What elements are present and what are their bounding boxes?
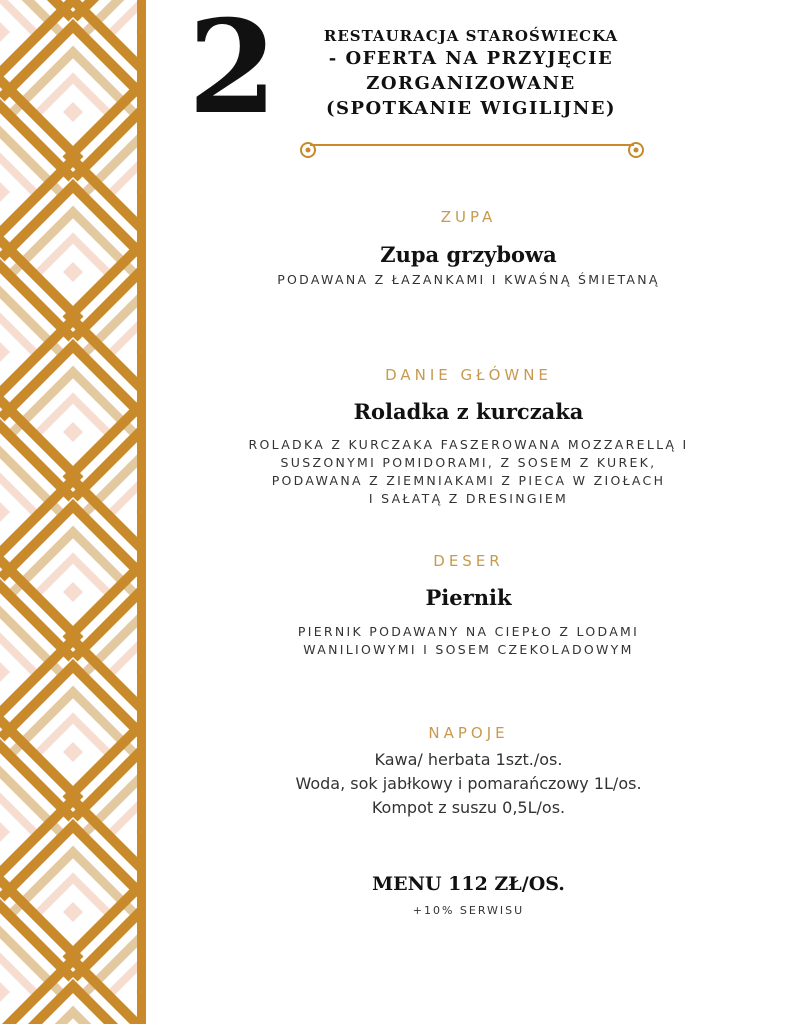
menu-price: MENU 112 ZŁ/OS. [372,873,565,895]
drink-item: Kawa/ herbata 1szt./os. [374,750,563,769]
page-title [316,26,626,121]
menu-number: 2 [188,0,274,143]
dish-description-dessert [206,623,731,659]
desc-line: ROLADKA Z KURCZAKA FASZEROWANA MOZZARELLĄ I [248,437,689,452]
title-line-1: RESTAURACJA STAROŚWIECKA [323,27,619,45]
title-line-4: (SPOTKANIE WIGILIJNE) [325,98,617,119]
section-label-main: DANIE GŁÓWNE [385,366,552,384]
desc-line: PIERNIK PODAWANY NA CIEPŁO Z LODAMI [297,624,640,639]
desc-line: WANILIOWYMI I SOSEM CZEKOLADOWYM [303,642,634,657]
desc-line: SUSZONYMI POMIDORAMI, Z SOSEM Z KUREK, [280,455,657,470]
desc-line: PODAWANA Z ŁAZANKAMI I KWAŚNĄ ŚMIETANĄ [277,272,660,287]
scroll-ornament-icon [296,136,648,162]
section-label-dessert: DESER [433,552,504,570]
chevron-pattern-icon [0,0,146,1024]
section-label-drinks: NAPOJE [428,724,509,742]
title-line-2: - OFERTA NA PRZYJĘCIE [328,48,614,69]
desc-line: I SAŁATĄ Z DRESINGIEM [368,491,569,506]
dish-description-main [206,436,731,508]
decorative-pattern-strip [0,0,146,1024]
menu-page [146,0,791,1024]
service-charge: +10% SERWISU [412,904,525,917]
drink-item: Woda, sok jabłkowy i pomarańczowy 1L/os. [295,774,642,793]
desc-line: PODAWANA Z ZIEMNIAKAMI Z PIECA W ZIOŁACH [271,473,666,488]
dish-name-main: Roladka z kurczaka [353,399,584,424]
title-line-3: ZORGANIZOWANE [366,73,576,94]
drink-item: Kompot z suszu 0,5L/os. [371,798,566,817]
dish-name-soup: Zupa grzybowa [380,242,557,267]
drinks-list [146,748,791,820]
dish-description-soup [206,271,731,289]
dish-name-dessert: Piernik [425,585,512,610]
section-label-soup: ZUPA [440,208,497,226]
